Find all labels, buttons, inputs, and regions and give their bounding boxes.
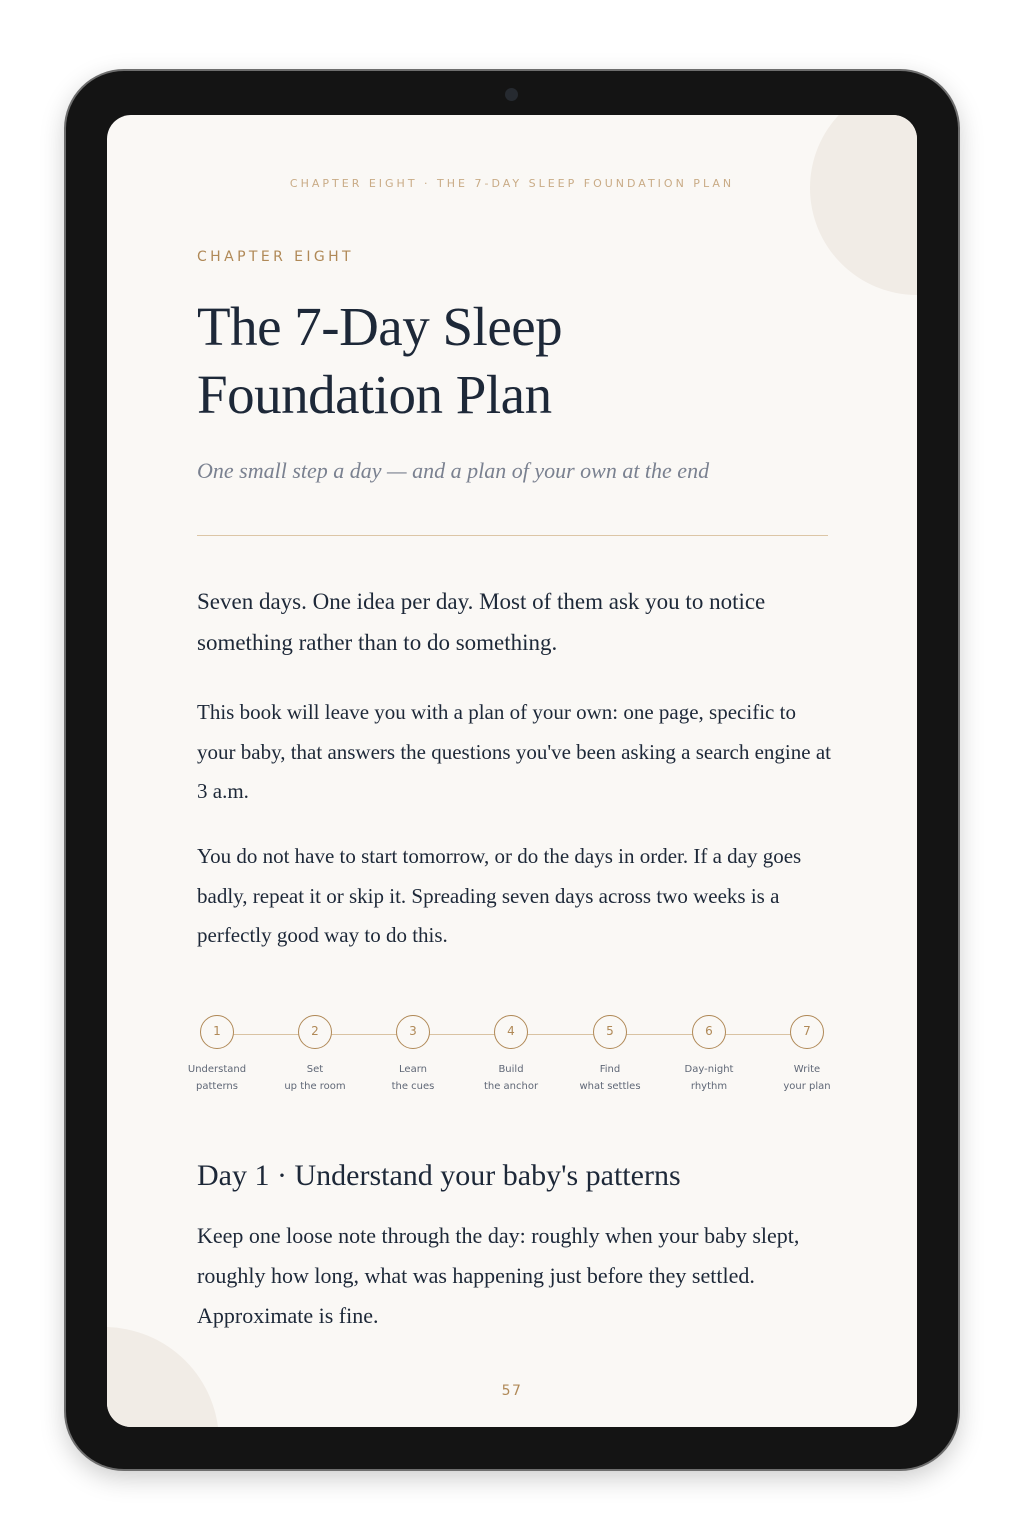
decorative-circle-top [810,115,917,295]
step-6 [659,1015,759,1095]
front-camera [505,88,518,101]
day-1-heading: Day 1 · Understand your baby's patterns [197,1159,681,1192]
step-label: Learn the cues [391,1064,435,1092]
day-1-body: Keep one loose note through the day: roughly when your baby slept, roughly how long, what was happening just before they settled. Approximate is fine. [197,1223,800,1328]
running-header: CHAPTER EIGHT · THE 7-DAY SLEEP FOUNDATION PLAN [289,177,735,190]
step-label: Set up the room [284,1064,346,1092]
step-number-circle: 5 [593,1015,627,1049]
step-4 [461,1015,561,1095]
step-label: Write your plan [783,1064,831,1092]
seven-day-stepper [167,1015,917,1115]
step-3 [363,1015,463,1095]
ebook-page[interactable] [107,115,917,1427]
step-number-circle: 7 [790,1015,824,1049]
step-number-circle: 1 [200,1015,234,1049]
decorative-circle-bottom [107,1327,219,1427]
step-5 [560,1015,660,1095]
intro-paragraph-1: Seven days. One idea per day. Most of them ask you to notice something rather than to do something. [197,589,766,655]
step-number-circle: 3 [396,1015,430,1049]
divider-rule [197,535,828,536]
step-2 [265,1015,365,1095]
step-number-circle: 4 [494,1015,528,1049]
page-number: 57 [501,1383,523,1399]
intro-paragraph-2: This book will leave you with a plan of your own: one page, specific to your baby, that answers the questions you've been asking a search engine at 3 a.m. [197,700,831,803]
chapter-title: The 7-Day Sleep Foundation Plan [197,296,563,425]
chapter-subtitle: One small step a day — and a plan of your own at the end [197,458,710,483]
step-label: Build the anchor [483,1064,539,1092]
chapter-label: CHAPTER EIGHT [197,249,354,265]
step-number-circle: 6 [692,1015,726,1049]
step-1 [167,1015,267,1095]
step-7 [757,1015,857,1095]
step-label: Understand patterns [187,1064,247,1092]
step-number-circle: 2 [298,1015,332,1049]
step-label: Day-night rhythm [684,1064,734,1092]
intro-paragraph-3: You do not have to start tomorrow, or do the days in order. If a day goes badly, repeat it or skip it. Spreading seven days across two weeks is a perfectly good way to do this. [197,844,802,947]
step-label: Find what settles [579,1064,641,1092]
tablet-device [66,71,958,1469]
